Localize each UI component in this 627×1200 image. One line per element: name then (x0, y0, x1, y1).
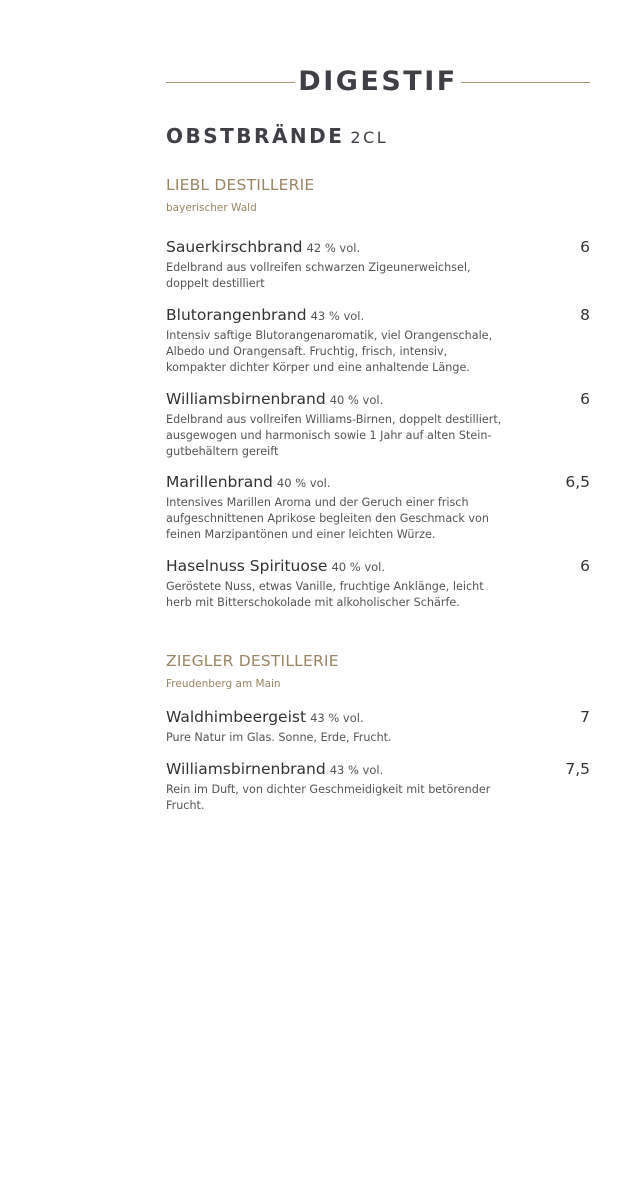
description-line: Edelbrand aus vollreifen Williams-Birnen, doppelt destilliert, (166, 413, 502, 426)
menu-item (166, 237, 590, 292)
producer-name: LIEBL DESTILLERIE (166, 176, 315, 194)
item-description (166, 412, 556, 459)
item-price: 7,5 (565, 760, 590, 778)
item-name: Sauerkirschbrand (166, 238, 303, 256)
item-description (166, 782, 556, 814)
item-price: 6,5 (565, 473, 590, 491)
item-price: 6 (580, 390, 590, 408)
item-abv: 40 % vol. (329, 393, 384, 407)
description-line: Geröstete Nuss, etwas Vanille, fruchtige Anklänge, leicht (166, 580, 484, 593)
section-heading (166, 122, 388, 152)
description-line: kompakter dichter Körper und eine anhaltende Länge. (166, 360, 470, 374)
description-line: Intensives Marillen Aroma und der Geruch einer frisch (166, 496, 469, 509)
section-title: OBSTBRÄNDE (166, 124, 345, 148)
item-description (166, 328, 556, 375)
page-title-row (166, 64, 590, 100)
description-line: doppelt destilliert (166, 276, 265, 290)
item-abv: 43 % vol. (310, 309, 365, 323)
item-name: Waldhimbeergeist (166, 708, 307, 726)
menu-item (166, 556, 590, 611)
item-abv: 40 % vol. (331, 560, 386, 574)
item-description (166, 495, 556, 542)
item-price: 8 (580, 306, 590, 324)
menu-item (166, 707, 590, 746)
description-line: ausgewogen und harmonisch sowie 1 Jahr auf alten Stein- (166, 428, 492, 442)
item-price: 6 (580, 557, 590, 575)
description-line: gutbehältern gereift (166, 444, 279, 458)
producer-liebl (166, 175, 590, 215)
producer-region: bayerischer Wald (166, 202, 257, 214)
producer-name: ZIEGLER DESTILLERIE (166, 652, 339, 670)
description-line: Intensiv saftige Blutorangenaromatik, viel Orangenschale, (166, 329, 493, 342)
title-rule-right (461, 82, 590, 83)
menu-item (166, 305, 590, 375)
item-description (166, 579, 556, 611)
item-abv: 42 % vol. (306, 241, 361, 255)
description-line: aufgeschnittenen Aprikose begleiten den Geschmack von (166, 511, 489, 525)
item-name: Williamsbirnenbrand (166, 760, 326, 778)
item-price: 7 (580, 708, 590, 726)
section-unit: 2CL (350, 128, 389, 147)
description-line: Frucht. (166, 798, 205, 812)
menu-item (166, 472, 590, 542)
description-line: herb mit Bitterschokolade mit alkoholischer Schärfe. (166, 595, 460, 609)
item-abv: 40 % vol. (276, 476, 331, 490)
item-abv: 43 % vol. (310, 711, 364, 725)
menu-item (166, 389, 590, 459)
description-line: Rein im Duft, von dichter Geschmeidigkeit mit betörender (166, 783, 491, 796)
menu-item (166, 759, 590, 814)
item-description (166, 260, 556, 292)
item-price: 6 (580, 238, 590, 256)
item-name: Marillenbrand (166, 473, 273, 491)
title-rule-left (166, 82, 295, 83)
item-abv: 43 % vol. (329, 763, 384, 777)
description-line: Albedo und Orangensaft. Fruchtig, frisch, intensiv, (166, 344, 448, 358)
producer-region: Freudenberg am Main (166, 678, 281, 690)
item-name: Blutorangenbrand (166, 306, 307, 324)
description-line: feinen Marzipantönen und einer leichten Würze. (166, 527, 436, 541)
item-description (166, 730, 556, 746)
description-line: Pure Natur im Glas. Sonne, Erde, Frucht. (166, 731, 392, 744)
producer-ziegler (166, 651, 590, 691)
item-name: Williamsbirnenbrand (166, 390, 326, 408)
item-name: Haselnuss Spirituose (166, 557, 328, 575)
page-title: DIGESTIF (298, 66, 458, 97)
description-line: Edelbrand aus vollreifen schwarzen Zigeunerweichsel, (166, 261, 471, 274)
